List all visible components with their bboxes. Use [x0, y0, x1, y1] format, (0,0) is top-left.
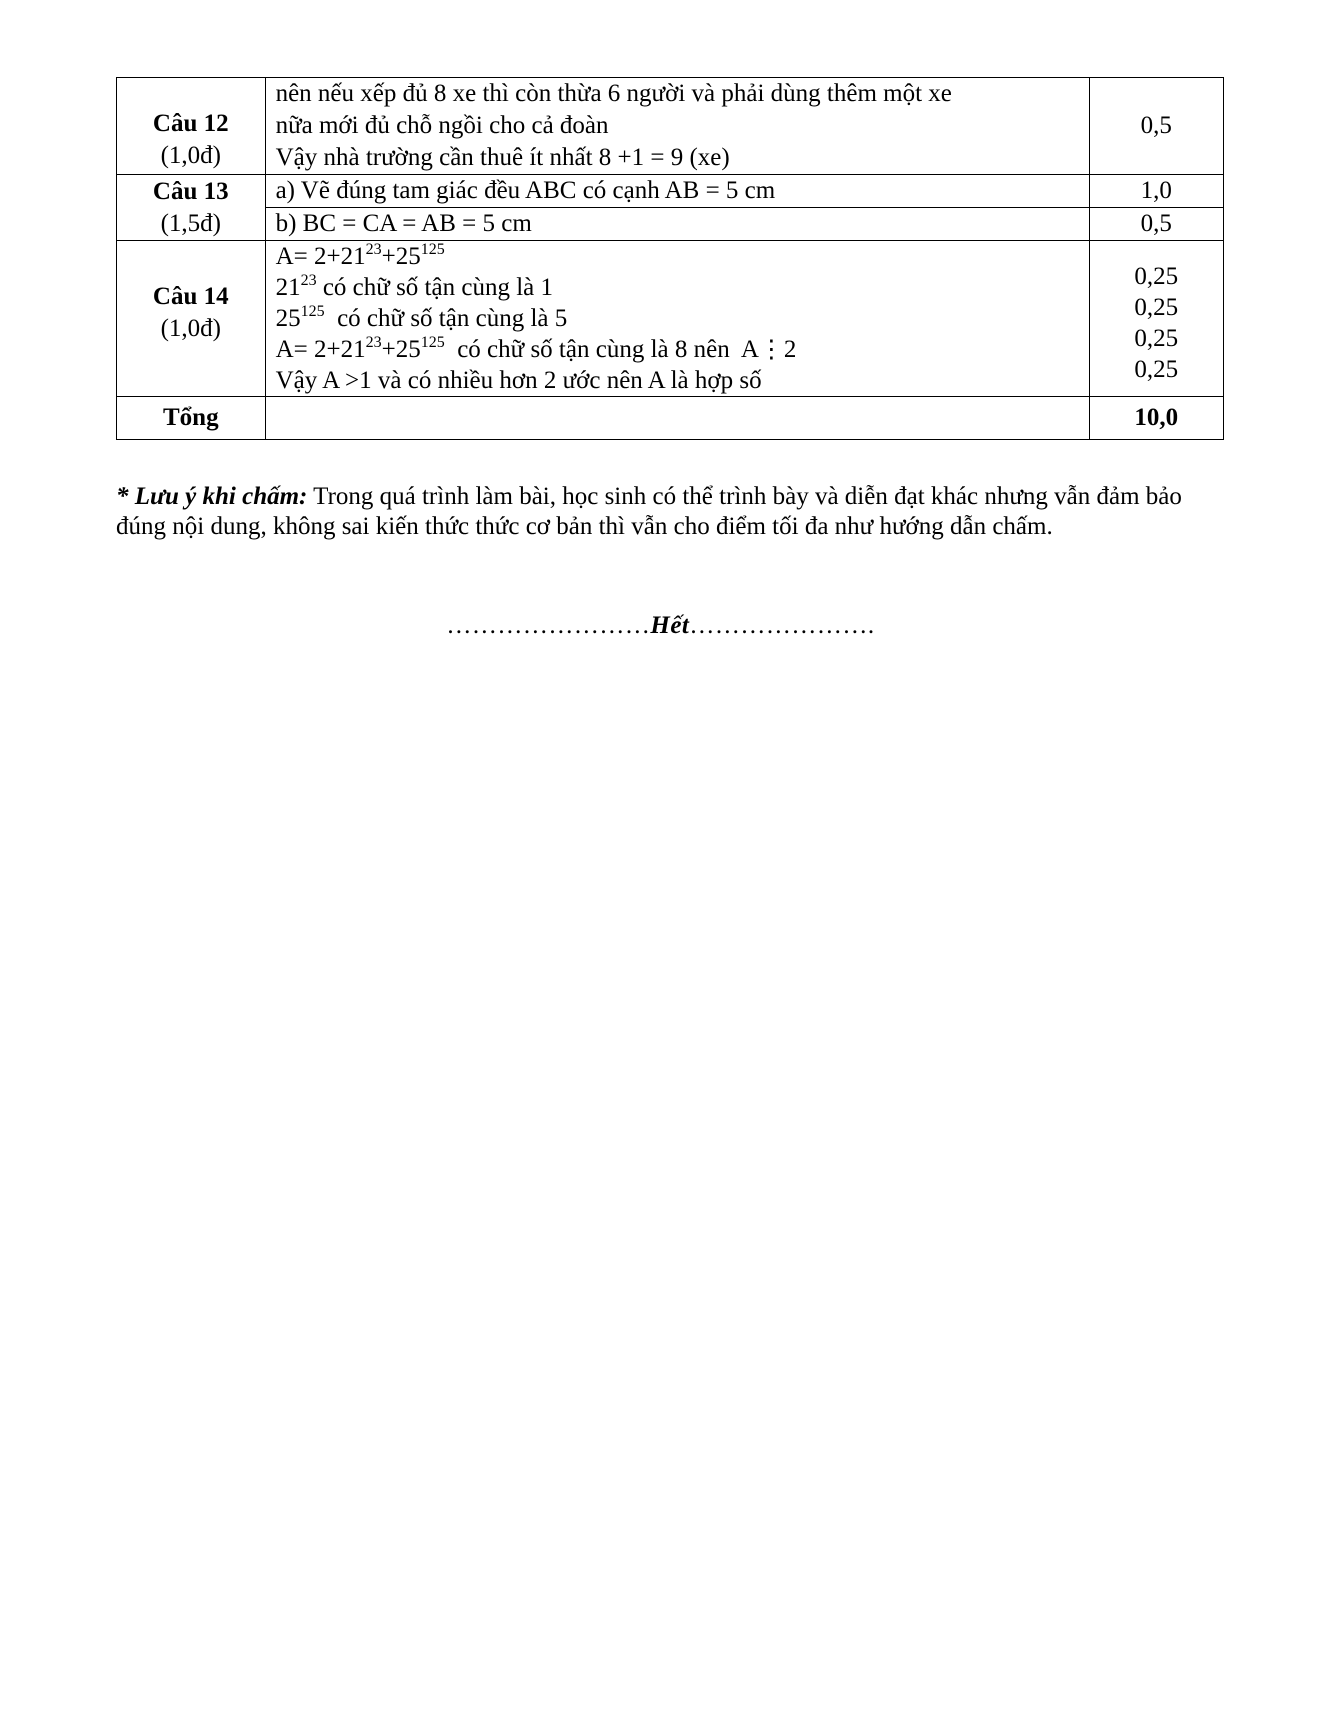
exponent: 125 [300, 302, 325, 320]
answer-cell [265, 78, 1089, 175]
question-cell [117, 241, 266, 397]
score-value: 0,25 [1134, 294, 1179, 321]
score-cell: 0,5 [1089, 78, 1223, 175]
answer-line: Vậy A >1 và có nhiều hơn 2 ước nên A là hợp số [275, 367, 762, 394]
end-dots-left: …………………… [446, 612, 651, 639]
end-word: Hết [650, 612, 690, 639]
question-points: (1,5đ) [160, 209, 221, 237]
answer-text: có chữ số tận cùng là 1 [316, 274, 553, 301]
grading-note [116, 482, 1216, 542]
answer-cell: a) Vẽ đúng tam giác đều ABC có cạnh AB = 5 cm [265, 175, 1089, 208]
score-value: 0,25 [1134, 263, 1179, 290]
answer-line: nữa mới đủ chỗ ngồi cho cả đoàn [275, 112, 609, 139]
question-cell [117, 175, 266, 241]
expr-text: +25 [381, 243, 421, 270]
question-points: (1,0đ) [160, 315, 221, 342]
expr-text: 21 [275, 274, 301, 301]
answer-text: có chữ số tận cùng là 8 nên A⋮2 [444, 336, 797, 363]
exponent: 23 [300, 271, 317, 289]
expr-text: A= 2+21 [275, 336, 366, 363]
table-row-cau-13a [117, 175, 1224, 208]
expr-text: 25 [275, 305, 301, 332]
table-row-cau-14 [117, 241, 1224, 397]
score-cell: 1,0 [1089, 175, 1223, 208]
score-value: 0,25 [1134, 356, 1179, 383]
answer-line [276, 334, 1079, 365]
answer-line: nên nếu xếp đủ 8 xe thì còn thừa 6 người và phải dùng thêm một xe [275, 80, 952, 107]
question-label: Câu 14 [152, 283, 229, 310]
note-text: Trong quá trình làm bài, học sinh có thể trình bày và diễn đạt khác nhưng vẫn đảm bảo đúng nội dung, không sai kiến thức thức cơ bản thì vẫn cho điểm tối đa như hướng dẫn chấm. [116, 483, 1182, 540]
answer-line: Vậy nhà trường cần thuê ít nhất 8 +1 = 9 (xe) [275, 144, 730, 171]
score-cell [1089, 241, 1223, 397]
question-label: Câu 13 [152, 177, 229, 205]
end-marker [0, 612, 1321, 640]
exponent: 125 [420, 240, 445, 258]
total-empty-cell [265, 397, 1089, 440]
total-label: Tổng [117, 397, 266, 440]
expr-text: A= 2+21 [275, 243, 366, 270]
expression-line [276, 241, 1079, 272]
question-points: (1,0đ) [160, 142, 221, 169]
exponent: 23 [365, 333, 382, 351]
answer-cell [265, 241, 1089, 397]
end-dots-right: …………………. [689, 612, 875, 639]
table-row-total [117, 397, 1224, 440]
note-label: * Lưu ý khi chấm: [116, 483, 308, 510]
score-cell: 0,5 [1089, 208, 1223, 241]
expr-text: +25 [381, 336, 421, 363]
answer-line [276, 272, 1079, 303]
answer-line [276, 303, 1079, 334]
grading-table [116, 77, 1224, 440]
exponent: 125 [420, 333, 445, 351]
table-row-cau-12 [117, 78, 1224, 175]
question-label: Câu 12 [152, 110, 229, 137]
table-row-cau-13b [117, 208, 1224, 241]
exponent: 23 [365, 240, 382, 258]
score-value: 0,25 [1134, 325, 1179, 352]
answer-text: có chữ số tận cùng là 5 [324, 305, 568, 332]
total-score: 10,0 [1089, 397, 1223, 440]
answer-cell: b) BC = CA = AB = 5 cm [265, 208, 1089, 241]
question-cell [117, 78, 266, 175]
